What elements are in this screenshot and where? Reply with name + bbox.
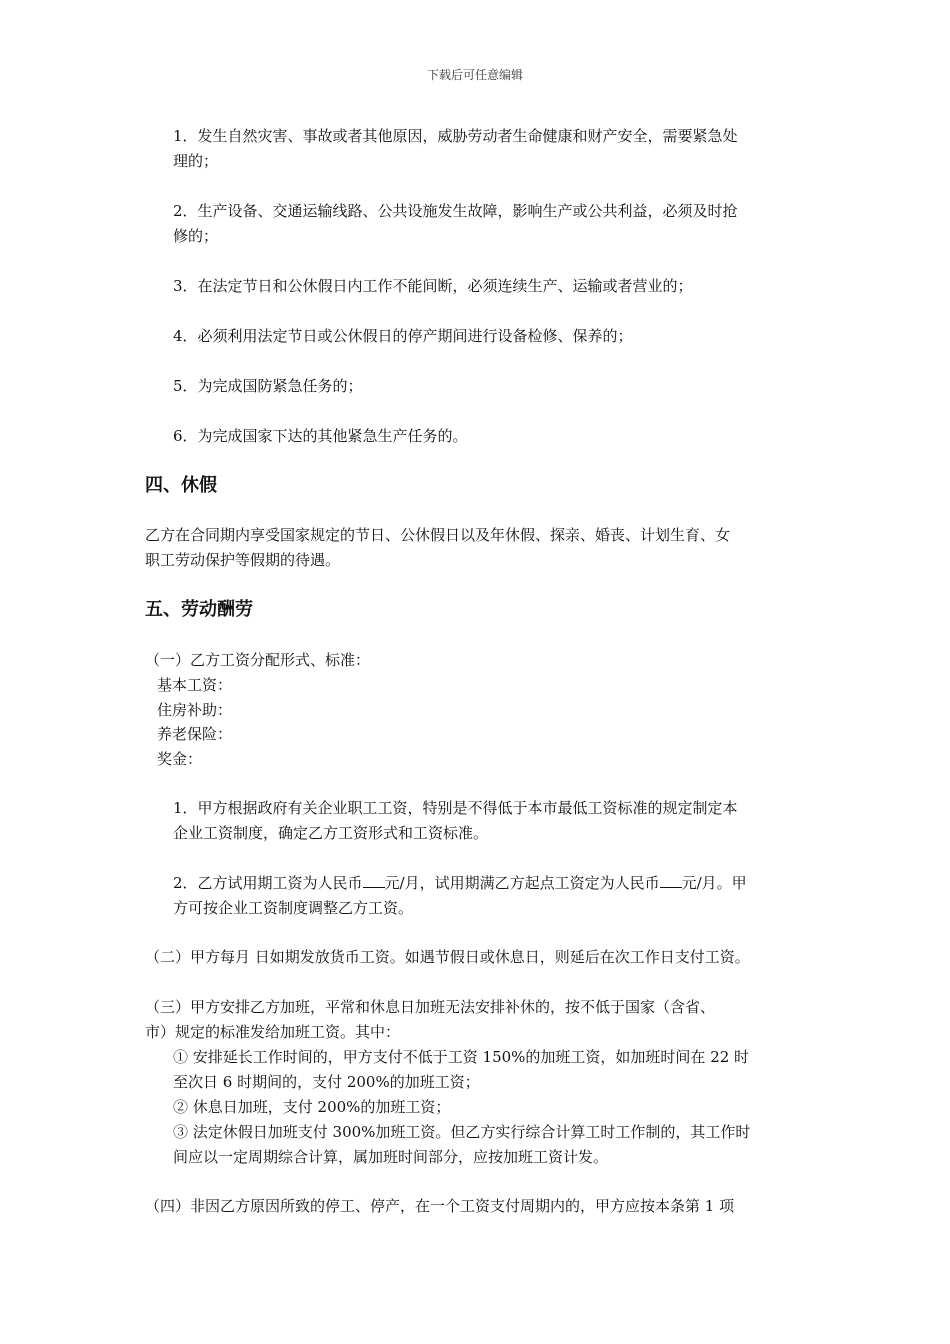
section-5-title: 五、劳动酬劳 [145, 599, 253, 620]
sub3-a-line2: 至次日 6 时期间的，支付 200%的加班工资； [173, 1073, 480, 1091]
section-4-para-line1: 乙方在合同期内享受国家规定的节日、公休假日以及年休假、探亲、婚丧、计划生育、女 [145, 526, 731, 544]
sub3-c-line1: ③ 法定休假日加班支付 300%加班工资。但乙方实行综合计算工时工作制的，其工作时 [173, 1123, 751, 1141]
condition-4: 4．必须利用法定节日或公休假日的停产期间进行设备检修、保养的； [173, 327, 633, 345]
wage-item-basic: 基本工资： [157, 676, 233, 694]
sub3-line1: （三）甲方安排乙方加班，平常和休息日加班无法安排补休的，按不低于国家（含省、 [145, 998, 716, 1016]
item-1-line1: 1．甲方根据政府有关企业职工工资，特别是不得低于本市最低工资标准的规定制定本 [173, 799, 738, 817]
wage-item-pension: 养老保险： [157, 725, 233, 743]
item-1-line2: 企业工资制度，确定乙方工资形式和工资标准。 [173, 824, 489, 842]
sub1-title: （一）乙方工资分配形式、标准： [145, 651, 371, 669]
section-4-para-line2: 职工劳动保护等假期的待遇。 [145, 551, 341, 569]
item-2-text-b: 元/月，试用期满乙方起点工资定为人民币 [384, 874, 660, 892]
item-2-line1 [173, 871, 747, 896]
condition-5: 5．为完成国防紧急任务的； [173, 377, 363, 395]
section-4-title: 四、休假 [145, 475, 217, 496]
condition-2-line2: 修的； [173, 227, 219, 245]
condition-6: 6．为完成国家下达的其他紧急生产任务的。 [173, 427, 468, 445]
wage-item-bonus: 奖金： [157, 750, 203, 768]
condition-3: 3．在法定节日和公休假日内工作不能间断，必须连续生产、运输或者营业的； [173, 277, 693, 295]
wage-item-housing: 住房补助： [157, 701, 233, 719]
condition-1-line2: 理的； [173, 152, 219, 170]
blank-starting-wage [660, 873, 682, 888]
sub2: （二）甲方每月 日如期发放货币工资。如遇节假日或休息日，则延后在次工作日支付工资。 [145, 948, 750, 966]
condition-2-line1: 2．生产设备、交通运输线路、公共设施发生故障，影响生产或公共利益，必须及时抢 [173, 202, 738, 220]
item-2-text-a: 2．乙方试用期工资为人民币 [173, 874, 363, 892]
blank-probation-wage [363, 873, 385, 888]
page-header: 下载后可任意编辑 [426, 68, 523, 82]
item-2-text-c: 元/月。甲 [681, 874, 747, 892]
item-2-line2: 方可按企业工资制度调整乙方工资。 [173, 899, 414, 917]
condition-1-line1: 1．发生自然灾害、事故或者其他原因，威胁劳动者生命健康和财产安全，需要紧急处 [173, 127, 738, 145]
sub3-line2: 市）规定的标准发给加班工资。其中： [145, 1023, 401, 1041]
sub4-line1: （四）非因乙方原因所致的停工、停产，在一个工资支付周期内的，甲方应按本条第 1 项 [145, 1197, 735, 1215]
sub3-a-line1: ① 安排延长工作时间的，甲方支付不低于工资 150%的加班工资，如加班时间在 22 时 [173, 1048, 750, 1066]
sub3-b: ② 休息日加班，支付 200%的加班工资； [173, 1098, 451, 1116]
sub3-c-line2: 间应以一定周期综合计算，属加班时间部分，应按加班工资计发。 [173, 1148, 609, 1166]
